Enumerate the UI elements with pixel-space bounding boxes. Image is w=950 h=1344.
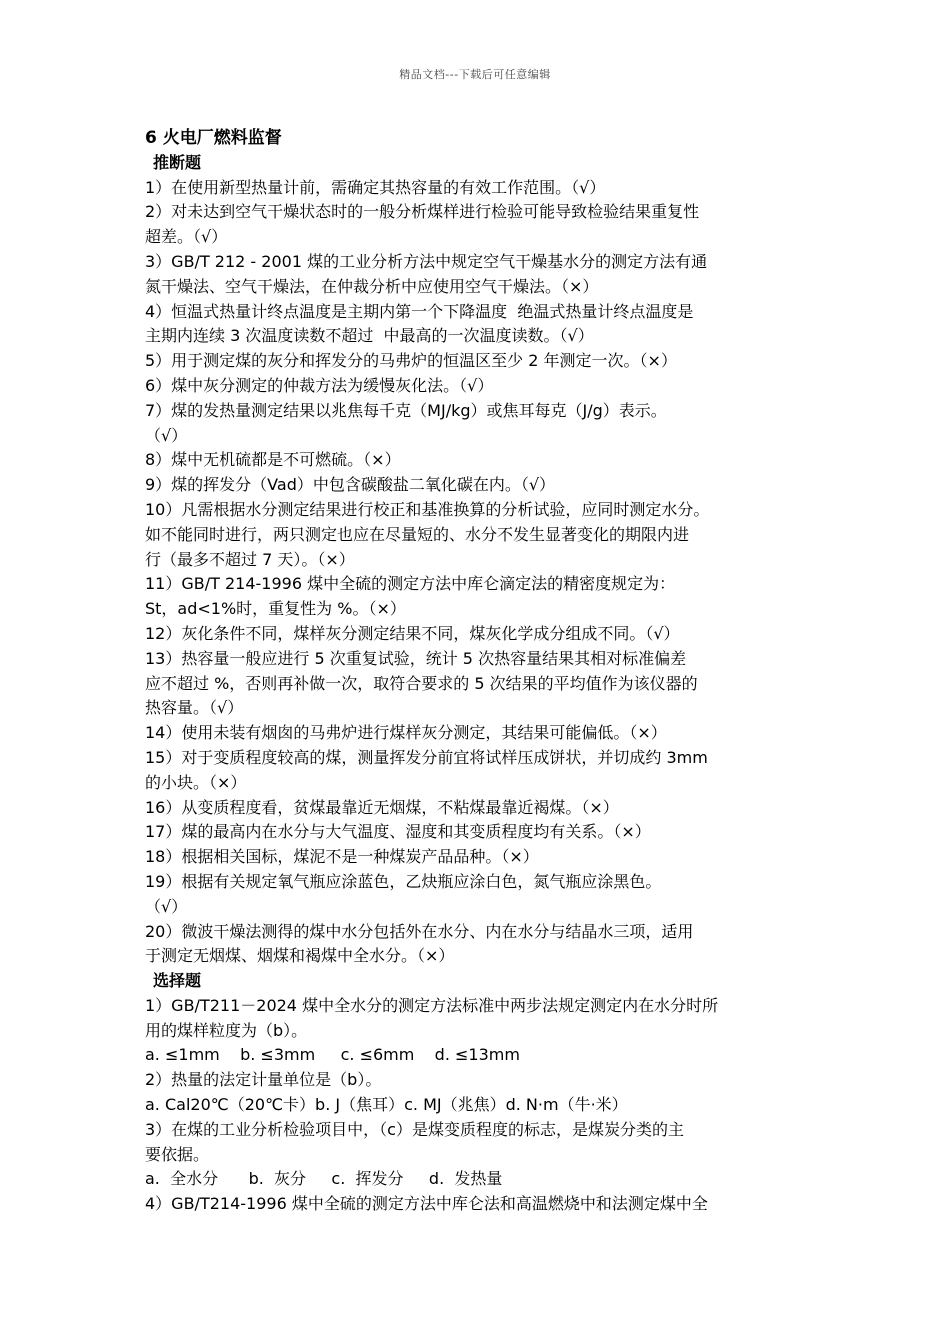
text-line: 7）煤的发热量测定结果以兆焦每千克（MJ/kg）或焦耳每克（J/g）表示。: [145, 400, 667, 420]
text-line: 5）用于测定煤的灰分和挥发分的马弗炉的恒温区至少 2 年测定一次。（×）: [145, 351, 677, 371]
text-line: 1）在使用新型热量计前，需确定其热容量的有效工作范围。（√）: [145, 177, 606, 197]
text-line: 要依据。: [145, 1144, 210, 1164]
judge-question-list: [145, 176, 825, 970]
text-line: 氮干燥法、空气干燥法，在仲裁分析中应使用空气干燥法。（×）: [145, 276, 599, 296]
text-line: a. 全水分 b. 灰分 c. 挥发分 d. 发热量: [145, 1169, 503, 1189]
text-line: 4）恒温式热量计终点温度是主期内第一个下降温度 绝温式热量计终点温度是: [145, 301, 694, 321]
section-heading-judge: 推断题: [153, 152, 202, 172]
text-line: 热容量。（√）: [145, 698, 244, 718]
text-line: 12）灰化条件不同，煤样灰分测定结果不同，煤灰化学成分组成不同。（√）: [145, 623, 680, 643]
text-line: 19）根据有关规定氧气瓶应涂蓝色，乙炔瓶应涂白色，氮气瓶应涂黑色。: [145, 871, 662, 891]
text-line: 14）使用未装有烟囱的马弗炉进行煤样灰分测定，其结果可能偏低。（×）: [145, 723, 667, 743]
text-line: a. ≤1mm b. ≤3mm c. ≤6mm d. ≤13mm: [145, 1045, 520, 1065]
text-line: 6）煤中灰分测定的仲裁方法为缓慢灰化法。（√）: [145, 375, 494, 395]
text-line: 1）GB/T211－2024 煤中全水分的测定方法标准中两步法规定测定内在水分时所: [145, 995, 719, 1015]
document-body: [145, 126, 825, 1217]
choice-question-list: [145, 994, 825, 1217]
text-line: 15）对于变质程度较高的煤，测量挥发分前宜将试样压成饼状，并切成约 3mm: [145, 747, 708, 767]
text-line: 主期内连续 3 次温度读数不超过 中最高的一次温度读数。（√）: [145, 326, 594, 346]
text-line: （√）: [145, 896, 188, 916]
text-line: 4）GB/T214-1996 煤中全硫的测定方法中库仑法和高温燃烧中和法测定煤中全: [145, 1194, 708, 1214]
text-line: 如不能同时进行，两只测定也应在尽量短的、水分不发生显著变化的期限内进: [145, 524, 690, 544]
text-line: 16）从变质程度看，贫煤最靠近无烟煤，不粘煤最靠近褐煤。（×）: [145, 797, 619, 817]
text-line: 18）根据相关国标，煤泥不是一种煤炭产品品种。（×）: [145, 847, 539, 867]
text-line: 超差。（√）: [145, 227, 228, 247]
text-line: 2）对未达到空气干燥状态时的一般分析煤样进行检验可能导致检验结果重复性: [145, 202, 700, 222]
text-line: 17）煤的最高内在水分与大气温度、湿度和其变质程度均有关系。（×）: [145, 822, 651, 842]
text-line: a. Cal20℃（20℃卡）b. J（焦耳）c. MJ（兆焦）d. N·m（牛·米）: [145, 1095, 628, 1115]
text-line: 10）凡需根据水分测定结果进行校正和基准换算的分析试验，应同时测定水分。: [145, 499, 710, 519]
document-title: 6 火电厂燃料监督: [145, 128, 282, 148]
text-line: 2）热量的法定计量单位是（b）。: [145, 1070, 382, 1090]
text-line: 行（最多不超过 7 天）。（×）: [145, 549, 355, 569]
text-line: （√）: [145, 425, 188, 445]
text-line: 应不超过 %，否则再补做一次，取符合要求的 5 次结果的平均值作为该仪器的: [145, 673, 698, 693]
text-line: St，ad<1%时，重复性为 %。（×）: [145, 599, 406, 619]
page-header: 精品文档---下载后可任意编辑: [399, 68, 551, 81]
text-line: 3）GB/T 212 - 2001 煤的工业分析方法中规定空气干燥基水分的测定方法有通: [145, 251, 708, 271]
text-line: 11）GB/T 214-1996 煤中全硫的测定方法中库仑滴定法的精密度规定为：: [145, 574, 676, 594]
text-line: 9）煤的挥发分（Vad）中包含碳酸盐二氧化碳在内。（√）: [145, 475, 556, 495]
text-line: 用的煤样粒度为（b）。: [145, 1020, 308, 1040]
text-line: 20）微波干燥法测得的煤中水分包括外在水分、内在水分与结晶水三项，适用: [145, 921, 694, 941]
text-line: 8）煤中无机硫都是不可燃硫。（×）: [145, 450, 401, 470]
section-heading-choice: 选择题: [153, 971, 202, 991]
text-line: 的小块。（×）: [145, 772, 247, 792]
text-line: 于测定无烟煤、烟煤和褐煤中全水分。（×）: [145, 946, 455, 966]
text-line: 3）在煤的工业分析检验项目中，（c）是煤变质程度的标志，是煤炭分类的主: [145, 1119, 684, 1139]
text-line: 13）热容量一般应进行 5 次重复试验，统计 5 次热容量结果其相对标准偏差: [145, 648, 687, 668]
